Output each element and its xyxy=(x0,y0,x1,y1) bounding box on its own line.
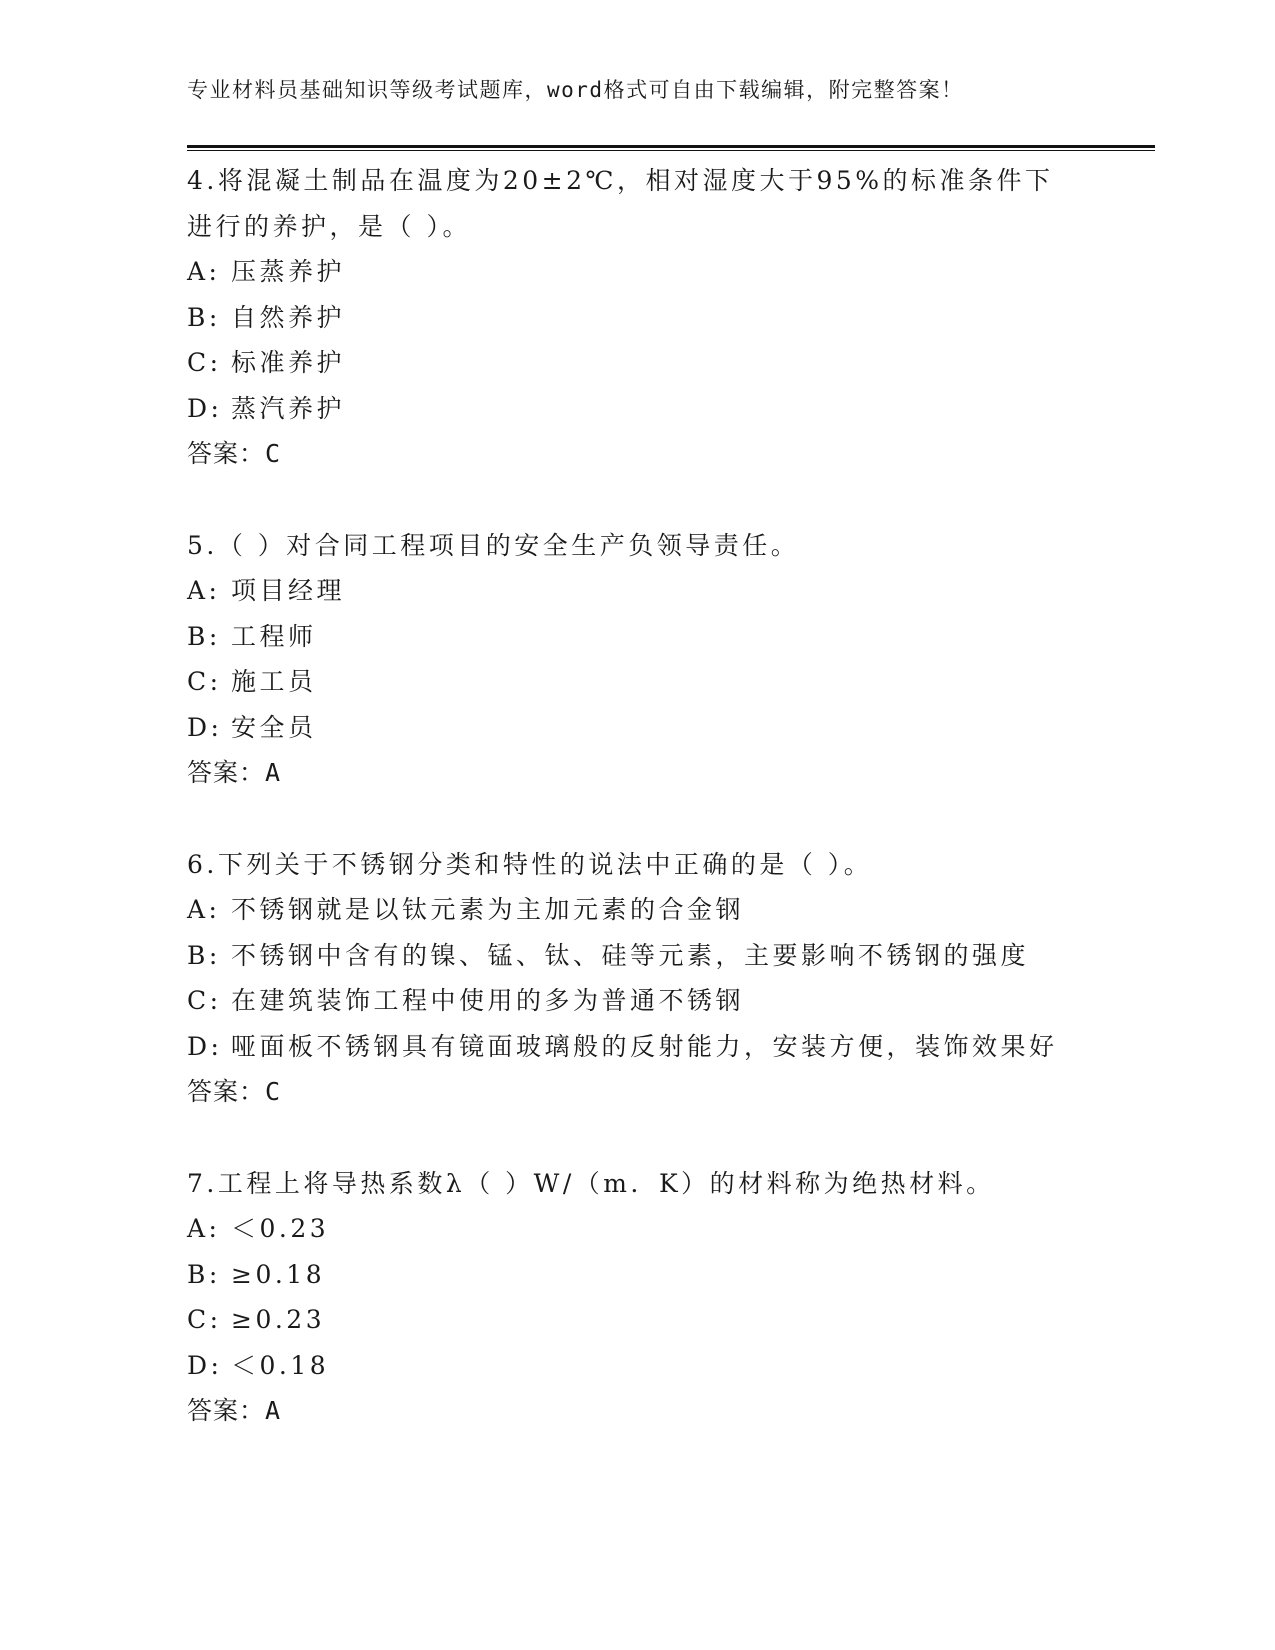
option-text: 蒸汽养护 xyxy=(231,393,346,423)
answer-line: 答案：C xyxy=(187,439,282,468)
question-4 xyxy=(187,158,1147,477)
option-c xyxy=(187,1297,1147,1343)
question-5 xyxy=(187,523,1147,796)
question-7 xyxy=(187,1161,1147,1434)
option-text: ＜0.23 xyxy=(231,1214,330,1243)
option-letter: B: xyxy=(187,302,221,332)
option-text: 压蒸养护 xyxy=(231,257,346,286)
option-b xyxy=(187,933,1147,979)
option-d xyxy=(187,705,1147,751)
option-b xyxy=(187,295,1147,341)
question-stem-line: 7.工程上将导热系数λ（ ）W/（m．K）的材料称为绝热材料。 xyxy=(187,1168,995,1198)
option-c xyxy=(187,978,1147,1024)
option-letter: B: xyxy=(187,940,221,970)
option-text: 施工员 xyxy=(231,667,317,696)
option-text: ≥0.18 xyxy=(231,1259,326,1289)
option-b xyxy=(187,1252,1147,1298)
option-text: ＜0.18 xyxy=(231,1350,330,1380)
option-b xyxy=(187,614,1147,660)
option-letter: C: xyxy=(187,667,222,696)
option-a xyxy=(187,1206,1147,1252)
option-letter: A: xyxy=(187,576,221,605)
question-stem-line: 进行的养护，是（ ）。 xyxy=(187,211,471,241)
option-c xyxy=(187,659,1147,705)
question-list xyxy=(187,158,1147,1480)
option-text: 安全员 xyxy=(231,712,317,742)
option-letter: C: xyxy=(187,1305,222,1334)
question-stem-line: 6.下列关于不锈钢分类和特性的说法中正确的是（ ）。 xyxy=(187,849,873,879)
option-a xyxy=(187,568,1147,614)
option-text: ≥0.23 xyxy=(231,1305,326,1334)
option-letter: C: xyxy=(187,986,222,1015)
option-text: 在建筑装饰工程中使用的多为普通不锈钢 xyxy=(231,986,745,1015)
option-text: 工程师 xyxy=(231,621,317,651)
option-text: 项目经理 xyxy=(231,576,346,605)
option-text: 自然养护 xyxy=(231,302,346,332)
option-letter: D: xyxy=(187,1350,223,1380)
answer-line: 答案：A xyxy=(187,1396,282,1425)
question-stem-line: 4.将混凝土制品在温度为20±2℃，相对湿度大于95%的标准条件下 xyxy=(187,166,1054,195)
option-letter: D: xyxy=(187,1031,223,1061)
option-letter: D: xyxy=(187,393,223,423)
option-d xyxy=(187,1024,1147,1070)
option-a xyxy=(187,887,1147,933)
option-text: 哑面板不锈钢具有镜面玻璃般的反射能力，安装方便，装饰效果好 xyxy=(231,1031,1058,1061)
option-d xyxy=(187,1343,1147,1389)
option-letter: C: xyxy=(187,348,222,377)
option-letter: A: xyxy=(187,1214,221,1243)
option-c xyxy=(187,340,1147,386)
option-text: 不锈钢中含有的镍、锰、钛、硅等元素，主要影响不锈钢的强度 xyxy=(231,940,1030,970)
option-text: 不锈钢就是以钛元素为主加元素的合金钢 xyxy=(231,895,745,924)
option-a xyxy=(187,249,1147,295)
question-6 xyxy=(187,842,1147,1115)
option-letter: B: xyxy=(187,1259,221,1289)
answer-line: 答案：C xyxy=(187,1077,282,1106)
question-stem-line: 5.（ ）对合同工程项目的安全生产负领导责任。 xyxy=(187,530,800,560)
option-d xyxy=(187,386,1147,432)
header-divider xyxy=(187,145,1155,151)
option-letter: A: xyxy=(187,257,221,286)
page-header: 专业材料员基础知识等级考试题库，word格式可自由下载编辑，附完整答案！ xyxy=(187,78,964,102)
option-letter: D: xyxy=(187,712,223,742)
option-text: 标准养护 xyxy=(231,348,346,377)
option-letter: B: xyxy=(187,621,221,651)
answer-line: 答案：A xyxy=(187,758,282,787)
option-letter: A: xyxy=(187,895,221,924)
